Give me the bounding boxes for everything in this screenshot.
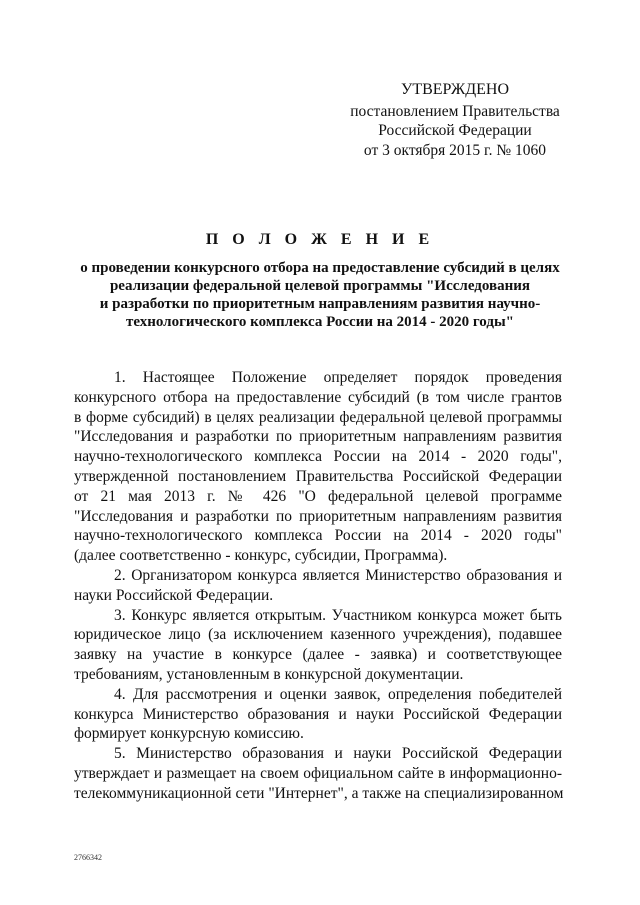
document-body (74, 368, 562, 804)
approval-line-1: постановлением Правительства (350, 102, 560, 120)
body-line: требованиям, установленным в конкурсной документации. (74, 665, 464, 683)
body-line: формирует конкурсную комиссию. (74, 725, 304, 743)
subtitle-line: о проведении конкурсного отбора на предоставление субсидий в целях (80, 260, 560, 276)
body-line: конкурса Министерство образования и науки Российской Федерации (74, 705, 562, 723)
body-line: научно-технологического комплекса России на 2014 - 2020 годы" (74, 527, 562, 545)
body-line: "Исследования и разработки по приоритетным направлениям развития (74, 507, 562, 525)
subtitle-line: и разработки по приоритетным направлениям развития научно- (99, 296, 541, 312)
document-id: 2766342 (74, 853, 102, 862)
body-line: 5. Министерство образования и науки Российской Федерации (114, 745, 562, 763)
approval-line-2: Российской Федерации (378, 122, 532, 139)
body-line: 3. Конкурс является открытым. Участником конкурса может быть (114, 606, 562, 624)
body-line: от 21 мая 2013 г. № 426 "О федеральной целевой программе (74, 487, 562, 505)
body-line: юридическое лицо (за исключением казенного учреждения), подавшее (74, 626, 562, 644)
approval-line-3: от 3 октября 2015 г. № 1060 (363, 141, 547, 159)
approval-heading: УТВЕРЖДЕНО (400, 81, 509, 98)
body-line: в форме субсидий) в целях реализации федеральной целевой программы (74, 408, 562, 426)
approval-block (340, 80, 570, 160)
subtitle-line: технологического комплекса России на 2014 - 2020 годы" (126, 314, 514, 330)
body-line: конкурсного отбора на предоставление субсидий (в том числе грантов (74, 388, 562, 406)
body-line: научно-технологического комплекса России на 2014 - 2020 годы", (74, 448, 562, 466)
body-line: 2. Организатором конкурса является Министерство образования и (114, 566, 562, 584)
body-line: 1. Настоящее Положение определяет порядок проведения (114, 369, 562, 386)
subtitle-line: реализации федеральной целевой программы "Исследования (109, 278, 531, 294)
body-line: науки Российской Федерации. (74, 586, 274, 604)
body-line: "Исследования и разработки по приоритетным направлениям развития (74, 428, 562, 446)
body-line: заявку на участие в конкурсе (далее - заявка) и соответствующее (74, 646, 562, 664)
document-subtitle (70, 259, 570, 331)
body-line: утверждает и размещает на своем официальном сайте в информационно- (74, 764, 562, 782)
body-line: телекоммуникационной сети "Интернет", а также на специализированном (74, 784, 564, 802)
body-line: утвержденной постановлением Правительства Российской Федерации (74, 467, 562, 485)
body-line: 4. Для рассмотрения и оценки заявок, определения победителей (114, 685, 562, 703)
body-line: (далее соответственно - конкурс, субсидии, Программа). (74, 547, 448, 565)
document-title: П О Л О Ж Е Н И Е (205, 231, 435, 248)
